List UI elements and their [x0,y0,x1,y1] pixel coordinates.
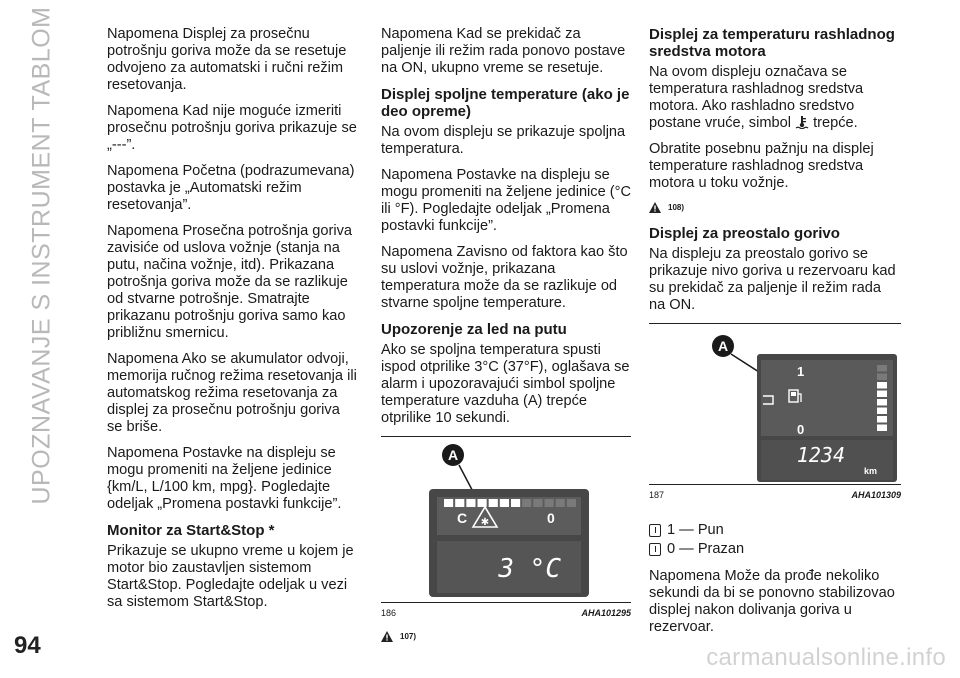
column-2 [381,26,631,654]
fuel-full-label: 1 [797,364,805,379]
watermark: carmanualsonline.info [706,644,946,671]
chapter-side-title-text: UPOZNAVANJE S INSTRUMENT TABLOM [27,6,56,504]
fuel-segment [877,374,887,381]
warning-ref-107 [381,628,631,645]
heading-outside-temperature: Displej spoljne temperature (ako je deo opreme) [381,86,630,120]
gauge-segment [511,499,520,507]
fuel-segment [877,391,887,398]
fuel-empty-label: 0 [797,422,805,437]
note-units-change: Napomena Postavke na displeju se mogu promeniti na željene jedinice {km/L, L/100 km, mpg}. Pogledajte odeljak „Promena postavki funkcije”. [107,445,342,512]
gauge-segment [556,499,565,507]
heading-start-stop-monitor: Monitor za Start&Stop * [107,522,275,539]
coolant-attention-note: Obratite posebnu pažnju na displej temperature rashladnog sredstva motora u toku vožnje. [649,141,874,191]
gauge-segment [500,499,509,507]
coolant-description-start: Na ovom displeju označava se temperatura rashladnog sredstva motora. Ako rashladno sredstvo postane vruće, simbol [649,64,864,131]
fuel-segment [877,425,887,432]
gauge-zero-label: 0 [547,510,555,526]
fuel-level-display-illustration [649,324,901,484]
gauge-segment [466,499,475,507]
gauge-segment [444,499,453,507]
note-battery-disconnect: Napomena Ako se akumulator odvoji, memorija ručnog režima resetovanja ili automatskog režima resetovanja za displej za prosečnu potrošnju goriva se briše. [107,351,357,435]
heading-coolant-temperature: Displej za temperaturu rashladnog sredstva motora [649,26,895,60]
fuel-segment [877,408,887,415]
outside-temperature-display-illustration [381,437,631,602]
outside-temperature-description: Na ovom displeju se prikazuje spoljna temperatura. [381,124,626,157]
ice-warning-description: Ako se spoljna temperatura spusti ispod otprilike 3°C (37°F), oglašava se alarm i upozoravajući simbol spoljne temperature vazduha (A) trepće otprilike 10 sekundi. [381,342,630,426]
legend-empty-label: 0 — Prazan [667,541,745,557]
gauge-segment [545,499,554,507]
gauge-segment [567,499,576,507]
coolant-description-end: trepće. [813,115,858,131]
legend-marker-icon [649,543,661,556]
figure-186 [381,436,631,645]
figure-187-callout-label: A [717,338,729,354]
gauge-segment [489,499,498,507]
legend-full [649,522,901,539]
note-default-setting: Napomena Početna (podrazumevana) postavka je „Automatski režim resetovanja”. [107,163,355,213]
gauge-segment [478,499,487,507]
figure-187-bottom-rule [649,484,901,485]
figure-186-callout-label: A [447,447,459,463]
page-number: 94 [14,632,41,659]
column-3 [649,26,901,645]
gauge-segment [522,499,531,507]
temperature-readout: 3 °C [498,554,561,584]
gauge-segment [533,499,542,507]
legend-marker-icon [649,524,661,537]
svg-text:✱: ✱ [480,517,490,528]
figure-186-code: AHA101295 [581,608,631,618]
heading-remaining-fuel: Displej za preostalo gorivo [649,225,840,242]
fuel-legend [649,522,901,558]
column-1 [107,26,359,620]
heading-ice-warning: Upozorenje za led na putu [381,321,567,338]
figure-187 [649,323,901,504]
gauge-hot-label: C [457,510,468,526]
figure-186-caption [381,605,631,622]
fuel-segment [877,399,887,406]
start-stop-description: Prikazuje se ukupno vreme u kojem je motor bio zaustavljen sistemom Start&Stop. Pogledajte odeljak u vezi sa sistemom Start&Stop. [107,543,354,610]
gauge-segment [455,499,464,507]
chapter-side-title [14,6,70,504]
fuel-segment [877,365,887,372]
note-temperature-difference: Napomena Zavisno od faktora kao što su uslovi vožnje, prikazana temperatura može da se razlikuje od stvarne spoljne temperature. [381,244,628,311]
warning-ref-108 [649,199,901,216]
coolant-temperature-icon [795,115,809,129]
fuel-segment [877,382,887,389]
figure-186-bottom-rule [381,602,631,603]
note-total-time-reset: Napomena Kad se prekidač za paljenje ili režim rada ponovo postave na ON, ukupno vreme se resetuje. [381,26,626,76]
odometer-unit: km [863,466,877,476]
warning-triangle-icon [649,202,661,213]
warning-triangle-icon [381,631,393,642]
figure-187-caption [649,487,901,504]
note-refuel-stabilize: Napomena Može da prođe nekoliko sekundi da bi se ponovno stabilizovao displej nakon dolivanja goriva u rezervoar. [649,568,895,635]
legend-full-label: 1 — Pun [667,522,724,538]
note-avg-consumption-reset: Napomena Displej za prosečnu potrošnju goriva može da se resetuje odvojeno za automatski i ručni režim resetovanja. [107,26,347,93]
coolant-temperature-description [649,64,901,132]
note-consumption-conditions: Napomena Prosečna potrošnja goriva zavisiće od uslova vožnje (stanja na putu, načina vožnje, itd). Prikazana potrošnja goriva može da se razlikuje od stvarne potrošnje. Smatrajte prikazanu potrošnju goriva samo kao približnu smernicu. [107,223,352,341]
fuel-segment [877,416,887,423]
note-avg-consumption-unavailable: Napomena Kad nije moguće izmeriti prosečnu potrošnju goriva prikazuje se „---”. [107,103,357,153]
odometer-readout: 1234 [796,443,845,467]
warning-ref-108-label: 108) [668,203,685,212]
figure-187-number: 187 [649,490,665,500]
note-temperature-units: Napomena Postavke na displeju se mogu promeniti na željene jedinice (°C ili °F). Pogledajte odeljak „Promena postavki funkcije”. [381,167,632,234]
legend-empty [649,541,901,558]
remaining-fuel-description: Na displeju za preostalo gorivo se prikazuje nivo goriva u rezervoaru kad su prekidač za paljenje il režim rada na ON. [649,246,896,313]
warning-ref-107-label: 107) [400,632,417,641]
figure-187-code: AHA101309 [851,490,901,500]
figure-186-number: 186 [381,608,397,618]
